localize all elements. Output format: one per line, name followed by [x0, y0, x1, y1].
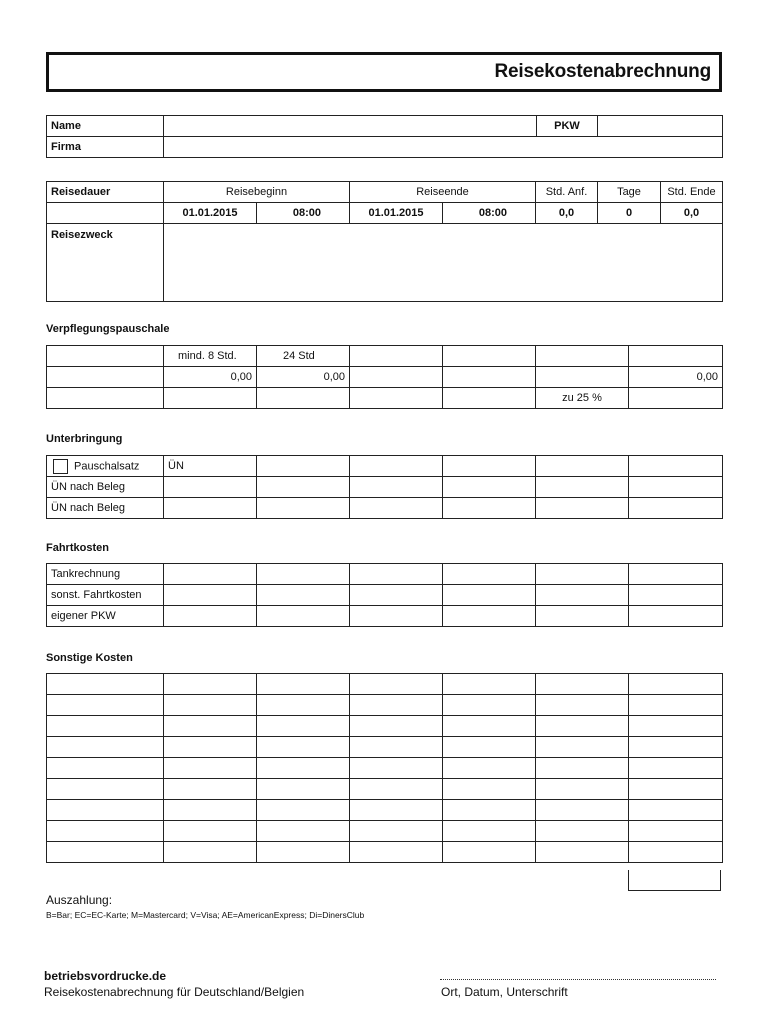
footer-subtitle: Reisekostenabrechnung für Deutschland/Belgien — [44, 985, 305, 999]
pkw-label: PKW — [537, 116, 598, 137]
unterbringung-table — [46, 455, 723, 519]
pauschalsatz-checkbox[interactable] — [53, 459, 68, 474]
reisezweck-label: Reisezweck — [47, 224, 164, 302]
unterbringung-heading: Unterbringung — [46, 433, 123, 445]
sonstige-cell[interactable] — [257, 737, 350, 758]
page-title: Reisekostenabrechnung — [494, 61, 711, 82]
sonstige-cell[interactable] — [629, 842, 723, 863]
sonstige-cell[interactable] — [47, 821, 164, 842]
sonstige-cell[interactable] — [629, 674, 723, 695]
reisezweck-field[interactable] — [164, 224, 723, 302]
firma-field[interactable] — [164, 137, 723, 158]
sonstige-cell[interactable] — [629, 695, 723, 716]
un-beleg-label-1: ÜN nach Beleg — [47, 477, 164, 498]
signature-label: Ort, Datum, Unterschrift — [441, 985, 568, 999]
sonstige-cell[interactable] — [443, 842, 536, 863]
sonstige-row — [47, 842, 723, 863]
sonstige-cell[interactable] — [350, 842, 443, 863]
sonstige-row — [47, 737, 723, 758]
sonstige-cell[interactable] — [350, 821, 443, 842]
sonstige-cell[interactable] — [257, 695, 350, 716]
sonstige-cell[interactable] — [47, 800, 164, 821]
sonstige-cell[interactable] — [350, 716, 443, 737]
sonstige-cell[interactable] — [257, 800, 350, 821]
sonstige-cell[interactable] — [443, 674, 536, 695]
sonstige-cell[interactable] — [164, 779, 257, 800]
sonstige-cell[interactable] — [47, 674, 164, 695]
sonstige-cell[interactable] — [350, 695, 443, 716]
sonstige-cell[interactable] — [536, 695, 629, 716]
sonstige-cell[interactable] — [443, 737, 536, 758]
sonstige-cell[interactable] — [536, 674, 629, 695]
sonstige-cell[interactable] — [629, 779, 723, 800]
pauschalsatz-label: Pauschalsatz — [74, 459, 140, 472]
sonstige-cell[interactable] — [536, 737, 629, 758]
verpflegung-heading: Verpflegungspauschale — [46, 323, 170, 335]
verpflegung-table — [46, 345, 723, 409]
sonstige-cell[interactable] — [629, 800, 723, 821]
sonstige-cell[interactable] — [47, 737, 164, 758]
sonstige-cell[interactable] — [443, 779, 536, 800]
sonstige-row — [47, 716, 723, 737]
beginn-date[interactable]: 01.01.2015 — [164, 203, 257, 224]
site-name: betriebsvordrucke.de — [44, 969, 167, 983]
sonstige-cell[interactable] — [629, 737, 723, 758]
sonstige-cell[interactable] — [257, 779, 350, 800]
sonstige-cell[interactable] — [47, 842, 164, 863]
sonstige-row — [47, 821, 723, 842]
title-box — [46, 52, 722, 92]
reisebeginn-label: Reisebeginn — [164, 182, 350, 203]
sonstige-row — [47, 800, 723, 821]
name-table — [46, 115, 723, 158]
tankrechnung-label: Tankrechnung — [47, 564, 164, 585]
sonstige-cell[interactable] — [47, 716, 164, 737]
sonstige-cell[interactable] — [443, 758, 536, 779]
sonstige-cell[interactable] — [164, 821, 257, 842]
pkw-field[interactable] — [598, 116, 723, 137]
beginn-time[interactable]: 08:00 — [257, 203, 350, 224]
payment-legend: B=Bar; EC=EC-Karte; M=Mastercard; V=Visa; AE=AmericanExpress; Di=DinersClub — [46, 910, 365, 920]
sonstige-cell[interactable] — [536, 716, 629, 737]
verpflegung-value-2: 0,00 — [257, 367, 350, 388]
sonstige-cell[interactable] — [164, 758, 257, 779]
reiseende-label: Reiseende — [350, 182, 536, 203]
fahrtkosten-table — [46, 563, 723, 627]
sonstige-row — [47, 695, 723, 716]
sonstige-cell[interactable] — [350, 674, 443, 695]
zu25-label: zu 25 % — [536, 388, 629, 409]
firma-label: Firma — [47, 137, 164, 158]
std-ende-label: Std. Ende — [661, 182, 723, 203]
std-anf-label: Std. Anf. — [536, 182, 598, 203]
un-beleg-label-2: ÜN nach Beleg — [47, 498, 164, 519]
name-label: Name — [47, 116, 164, 137]
std-ende-value: 0,0 — [661, 203, 723, 224]
verpflegung-value-1: 0,00 — [164, 367, 257, 388]
un-label: ÜN — [164, 456, 257, 477]
sonstige-cell[interactable] — [350, 758, 443, 779]
mind8-label: mind. 8 Std. — [164, 346, 257, 367]
sonst-fahrtkosten-label: sonst. Fahrtkosten — [47, 585, 164, 606]
sonstige-heading: Sonstige Kosten — [46, 652, 133, 664]
sonstige-cell[interactable] — [629, 758, 723, 779]
sonstige-row — [47, 758, 723, 779]
sonstige-cell[interactable] — [257, 716, 350, 737]
sonstige-cell[interactable] — [443, 695, 536, 716]
reise-table — [46, 181, 723, 302]
sonstige-cell[interactable] — [47, 695, 164, 716]
sonstige-cell[interactable] — [164, 800, 257, 821]
sonstige-total-cell[interactable] — [628, 870, 721, 891]
sonstige-row — [47, 779, 723, 800]
reisedauer-value[interactable] — [47, 203, 164, 224]
sonstige-cell[interactable] — [164, 842, 257, 863]
sonstige-cell[interactable] — [350, 800, 443, 821]
sonstige-cell[interactable] — [443, 716, 536, 737]
sonstige-cell[interactable] — [536, 758, 629, 779]
sonstige-cell[interactable] — [164, 716, 257, 737]
sonstige-cell[interactable] — [443, 821, 536, 842]
signature-line[interactable] — [440, 979, 716, 980]
verpflegung-total: 0,00 — [629, 367, 723, 388]
sonstige-cell[interactable] — [47, 779, 164, 800]
ende-date[interactable]: 01.01.2015 — [350, 203, 443, 224]
sonstige-cell[interactable] — [536, 800, 629, 821]
sonstige-cell[interactable] — [164, 674, 257, 695]
h24-label: 24 Std — [257, 346, 350, 367]
pauschalsatz-row — [47, 456, 164, 477]
reisedauer-label: Reisedauer — [47, 182, 164, 203]
sonstige-table — [46, 673, 723, 863]
sonstige-cell[interactable] — [629, 716, 723, 737]
sonstige-cell[interactable] — [257, 758, 350, 779]
sonstige-cell[interactable] — [164, 737, 257, 758]
fahrtkosten-heading: Fahrtkosten — [46, 542, 109, 554]
eigener-pkw-label: eigener PKW — [47, 606, 164, 627]
sonstige-cell[interactable] — [536, 821, 629, 842]
sonstige-cell[interactable] — [47, 758, 164, 779]
sonstige-cell[interactable] — [536, 842, 629, 863]
sonstige-cell[interactable] — [629, 821, 723, 842]
tage-value: 0 — [598, 203, 661, 224]
ende-time[interactable]: 08:00 — [443, 203, 536, 224]
sonstige-cell[interactable] — [164, 695, 257, 716]
name-field[interactable] — [164, 116, 537, 137]
sonstige-cell[interactable] — [350, 779, 443, 800]
sonstige-cell[interactable] — [257, 821, 350, 842]
sonstige-row — [47, 674, 723, 695]
sonstige-cell[interactable] — [350, 737, 443, 758]
sonstige-cell[interactable] — [257, 674, 350, 695]
sonstige-cell[interactable] — [536, 779, 629, 800]
tage-label: Tage — [598, 182, 661, 203]
std-anf-value: 0,0 — [536, 203, 598, 224]
sonstige-cell[interactable] — [257, 842, 350, 863]
sonstige-cell[interactable] — [443, 800, 536, 821]
auszahlung-label: Auszahlung: — [46, 893, 113, 907]
